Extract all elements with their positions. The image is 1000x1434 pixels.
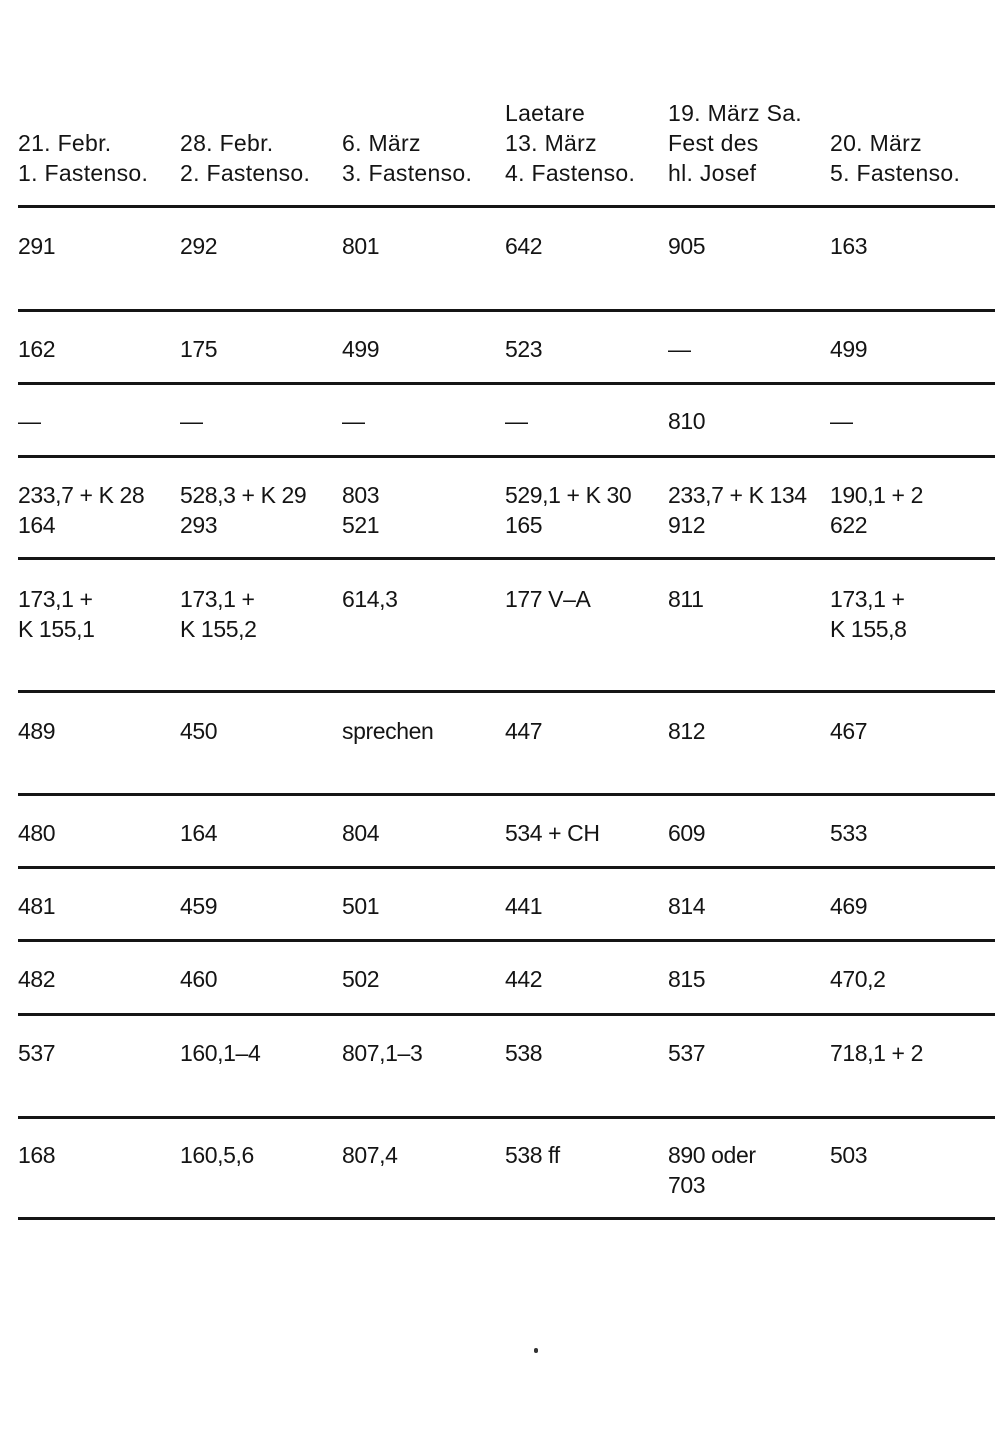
header-col-4	[505, 98, 635, 188]
cell-text: 459	[180, 893, 218, 919]
header-text: 28. Febr.	[180, 130, 274, 156]
cell-text: —	[505, 408, 528, 434]
table-cell	[342, 480, 379, 540]
table-cell	[830, 716, 867, 746]
table-cell	[342, 584, 398, 614]
cell-text: 163	[830, 233, 868, 259]
table-cell	[668, 891, 705, 921]
table-cell	[180, 964, 217, 994]
table-cell	[18, 406, 41, 436]
cell-text: 467	[830, 718, 868, 744]
table-cell	[180, 1140, 254, 1170]
table-cell	[18, 231, 55, 261]
cell-text: —	[830, 408, 853, 434]
table-cell	[18, 584, 95, 644]
table-cell	[180, 1038, 260, 1068]
cell-text: 810	[668, 408, 706, 434]
table-cell	[18, 818, 55, 848]
cell-text: 175	[180, 336, 218, 362]
row-divider	[18, 1116, 995, 1119]
table-cell	[505, 480, 631, 540]
cell-text: 537	[668, 1040, 706, 1066]
table-cell	[342, 716, 433, 746]
table-cell	[668, 406, 705, 436]
table-cell	[18, 1038, 55, 1068]
cell-text: K 155,1	[18, 616, 95, 642]
cell-text: 173,1 +	[830, 586, 905, 612]
cell-text: 521	[342, 512, 380, 538]
cell-text: 292	[180, 233, 218, 259]
table-cell	[830, 231, 867, 261]
cell-text: 177 V–A	[505, 586, 591, 612]
header-text: 20. März	[830, 130, 922, 156]
table-cell	[180, 334, 217, 364]
table-cell	[342, 891, 379, 921]
table-cell	[505, 231, 542, 261]
cell-text: 812	[668, 718, 706, 744]
table-cell	[18, 480, 144, 540]
header-col-5	[668, 98, 802, 188]
header-text: 13. März	[505, 130, 597, 156]
cell-text: 442	[505, 966, 543, 992]
table-cell	[830, 964, 886, 994]
table-cell	[505, 584, 590, 614]
header-col-6	[830, 128, 960, 188]
table-cell	[830, 480, 923, 540]
cell-text: 480	[18, 820, 56, 846]
row-divider	[18, 1217, 995, 1220]
header-col-2	[180, 128, 310, 188]
cell-text: 609	[668, 820, 706, 846]
row-divider	[18, 205, 995, 208]
cell-text: 160,1–4	[180, 1040, 261, 1066]
table-cell	[180, 480, 306, 540]
scan-speck	[534, 1348, 538, 1353]
cell-text: 622	[830, 512, 868, 538]
cell-text: 814	[668, 893, 706, 919]
table-cell	[505, 1140, 560, 1170]
cell-text: 482	[18, 966, 56, 992]
table-cell	[830, 584, 907, 644]
cell-text: 538	[505, 1040, 543, 1066]
cell-text: 291	[18, 233, 56, 259]
table-cell	[668, 584, 703, 614]
table-cell	[830, 891, 867, 921]
cell-text: 469	[830, 893, 868, 919]
row-divider	[18, 793, 995, 796]
cell-text: 447	[505, 718, 543, 744]
table-cell	[668, 231, 705, 261]
cell-text: 502	[342, 966, 380, 992]
cell-text: 804	[342, 820, 380, 846]
table-cell	[342, 334, 379, 364]
cell-text: 470,2	[830, 966, 886, 992]
table-cell	[830, 406, 853, 436]
header-text: Fest des	[668, 130, 759, 156]
table-cell	[18, 334, 55, 364]
table-cell	[505, 334, 542, 364]
cell-text: 499	[342, 336, 380, 362]
cell-text: 173,1 +	[180, 586, 255, 612]
row-divider	[18, 939, 995, 942]
cell-text: 534 + CH	[505, 820, 600, 846]
cell-text: 499	[830, 336, 868, 362]
header-text: 21. Febr.	[18, 130, 112, 156]
table-cell	[505, 891, 542, 921]
cell-text: 481	[18, 893, 56, 919]
cell-text: 160,5,6	[180, 1142, 254, 1168]
row-divider	[18, 866, 995, 869]
table-cell	[180, 716, 217, 746]
row-divider	[18, 557, 995, 560]
cell-text: 173,1 +	[18, 586, 93, 612]
cell-text: 162	[18, 336, 56, 362]
table-cell	[342, 818, 379, 848]
header-text: 19. März Sa.	[668, 100, 802, 126]
header-text: 1. Fastenso.	[18, 160, 149, 186]
cell-text: 815	[668, 966, 706, 992]
table-cell	[668, 480, 807, 540]
cell-text: K 155,8	[830, 616, 907, 642]
cell-text: 165	[505, 512, 543, 538]
cell-text: —	[342, 408, 365, 434]
header-text: Laetare	[505, 100, 586, 126]
table-cell	[668, 818, 705, 848]
cell-text: 460	[180, 966, 218, 992]
cell-text: 450	[180, 718, 218, 744]
cell-text: 537	[18, 1040, 56, 1066]
cell-text: 503	[830, 1142, 868, 1168]
cell-text: 528,3 + K 29	[180, 482, 307, 508]
row-divider	[18, 690, 995, 693]
header-col-3	[342, 128, 472, 188]
cell-text: 233,7 + K 134	[668, 482, 807, 508]
table-cell	[180, 406, 203, 436]
table-cell	[668, 334, 691, 364]
cell-text: 807,4	[342, 1142, 398, 1168]
table-cell	[505, 964, 542, 994]
table-cell	[830, 334, 867, 364]
header-col-1	[18, 128, 148, 188]
table-cell	[180, 584, 257, 644]
cell-text: 807,1–3	[342, 1040, 423, 1066]
cell-text: 529,1 + K 30	[505, 482, 632, 508]
cell-text: 533	[830, 820, 868, 846]
cell-text: 441	[505, 893, 543, 919]
table-cell	[342, 406, 365, 436]
table-cell	[18, 964, 55, 994]
header-text: 6. März	[342, 130, 421, 156]
cell-text: K 155,2	[180, 616, 257, 642]
cell-text: 905	[668, 233, 706, 259]
row-divider	[18, 1013, 995, 1016]
table-cell	[505, 818, 600, 848]
header-text: 4. Fastenso.	[505, 160, 636, 186]
cell-text: 811	[668, 586, 704, 612]
table-cell	[830, 1140, 867, 1170]
cell-text: 233,7 + K 28	[18, 482, 145, 508]
table-cell	[668, 716, 705, 746]
table-cell	[830, 818, 867, 848]
table-cell	[668, 1038, 705, 1068]
cell-text: 614,3	[342, 586, 398, 612]
table-cell	[180, 231, 217, 261]
cell-text: —	[18, 408, 41, 434]
table-cell	[342, 231, 379, 261]
cell-text: 168	[18, 1142, 56, 1168]
table-cell	[180, 891, 217, 921]
table-cell	[505, 716, 542, 746]
table-cell	[18, 1140, 55, 1170]
cell-text: 718,1 + 2	[830, 1040, 923, 1066]
cell-text: 164	[180, 820, 218, 846]
cell-text: 293	[180, 512, 218, 538]
cell-text: 501	[342, 893, 380, 919]
table-header	[18, 96, 995, 188]
cell-text: 190,1 + 2	[830, 482, 923, 508]
cell-text: 642	[505, 233, 543, 259]
cell-text: 489	[18, 718, 56, 744]
row-divider	[18, 382, 995, 385]
table-cell	[180, 818, 217, 848]
table-cell	[342, 1140, 398, 1170]
header-text: 2. Fastenso.	[180, 160, 311, 186]
cell-text: sprechen	[342, 718, 434, 744]
cell-text: 523	[505, 336, 543, 362]
cell-text: 538 ff	[505, 1142, 560, 1168]
table-cell	[668, 1140, 756, 1200]
cell-text: —	[180, 408, 203, 434]
cell-text: —	[668, 336, 691, 362]
cell-text: 164	[18, 512, 56, 538]
cell-text: 890 oder	[668, 1142, 756, 1168]
row-divider	[18, 455, 995, 458]
table-cell	[18, 716, 55, 746]
header-text: 5. Fastenso.	[830, 160, 961, 186]
cell-text: 801	[342, 233, 380, 259]
header-text: 3. Fastenso.	[342, 160, 473, 186]
table-cell	[505, 406, 528, 436]
table-cell	[342, 1038, 422, 1068]
table-cell	[18, 891, 55, 921]
table-cell	[668, 964, 705, 994]
cell-text: 703	[668, 1172, 706, 1198]
cell-text: 912	[668, 512, 706, 538]
header-text: hl. Josef	[668, 160, 757, 186]
table-cell	[505, 1038, 542, 1068]
table-cell	[342, 964, 379, 994]
cell-text: 803	[342, 482, 380, 508]
row-divider	[18, 309, 995, 312]
table-cell	[830, 1038, 923, 1068]
